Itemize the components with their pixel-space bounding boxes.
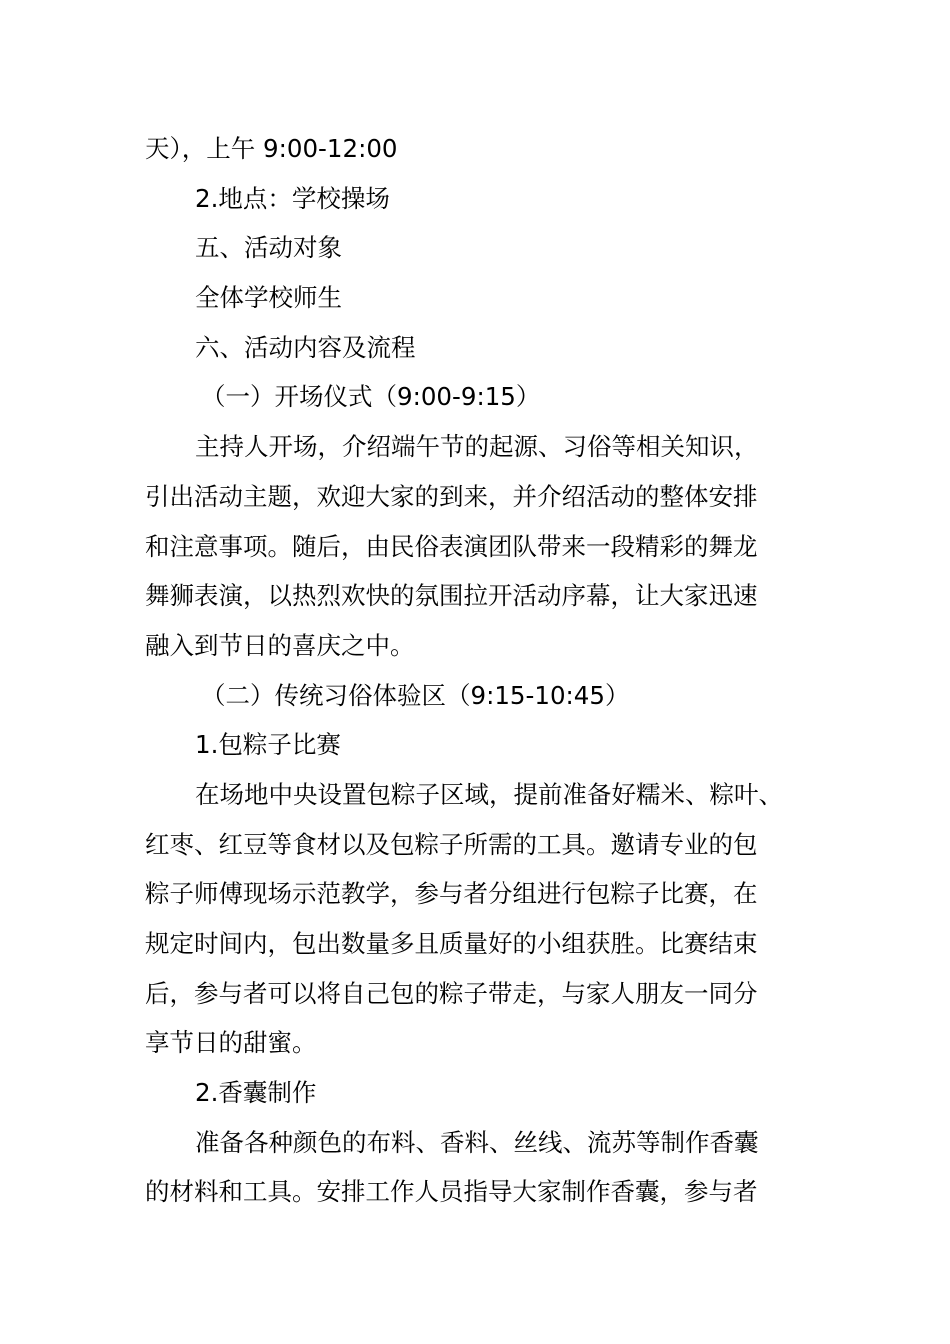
text-line: 和注意事项。随后，由民俗表演团队带来一段精彩的舞龙 (145, 531, 758, 561)
subsection-heading: （二）传统习俗体验区（9:15-10:45） (201, 680, 630, 710)
text-line: 在场地中央设置包粽子区域，提前准备好糯米、粽叶、 (195, 779, 783, 809)
text-line: 天），上午 9:00-12:00 (145, 134, 398, 163)
text-line: 粽子师傅现场示范教学，参与者分组进行包粽子比赛，在 (145, 879, 758, 909)
text-line: 红枣、红豆等食材以及包粽子所需的工具。邀请专业的包 (145, 829, 758, 859)
item-heading: 2.香囊制作 (195, 1078, 317, 1108)
text-line: 全体学校师生 (195, 283, 342, 313)
section-heading: 六、活动内容及流程 (195, 332, 416, 362)
section-heading: 五、活动对象 (195, 233, 342, 263)
text-line: 享节日的甜蜜。 (145, 1028, 317, 1058)
text-line: 准备各种颜色的布料、香料、丝线、流苏等制作香囊 (195, 1127, 759, 1157)
subsection-heading: （一）开场仪式（9:00-9:15） (201, 382, 541, 412)
text-line: 规定时间内，包出数量多且质量好的小组获胜。比赛结束 (145, 929, 758, 958)
text-line: 后，参与者可以将自己包的粽子带走，与家人朋友一同分 (145, 978, 758, 1008)
text-line: 主持人开场，介绍端午节的起源、习俗等相关知识， (195, 432, 759, 462)
document-body (145, 124, 825, 1217)
text-line: 2.地点：学校操场 (195, 183, 390, 213)
item-heading: 1.包粽子比赛 (195, 730, 341, 760)
text-line: 舞狮表演，以热烈欢快的氛围拉开活动序幕，让大家迅速 (145, 581, 758, 611)
text-line: 的材料和工具。安排工作人员指导大家制作香囊，参与者 (145, 1177, 758, 1207)
text-line: 引出活动主题，欢迎大家的到来，并介绍活动的整体安排 (145, 481, 758, 511)
text-line: 融入到节日的喜庆之中。 (145, 630, 415, 660)
